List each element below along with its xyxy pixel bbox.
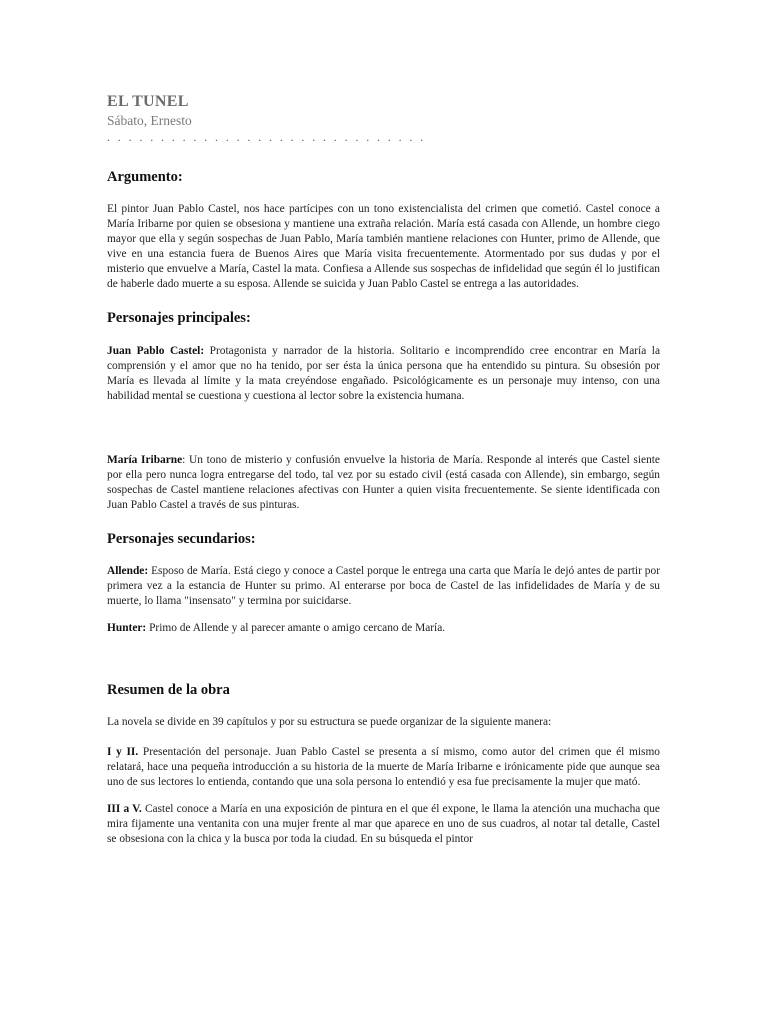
part-2-text: Castel conoce a María en una exposición de pintura en el que él expone, le llama la atención una muchacha que mira fijamente una ventanita con una mujer frente al mar que aparece en uno de sus cuadros, al notar tal detalle, Castel se obsesiona con la chica y la busca por toda la ciudad. En su búsqueda el pintor — [107, 803, 660, 845]
part-1-text: Presentación del personaje. Juan Pablo Castel se presenta a sí mismo, como autor del crimen que él mismo relatará, hace una pequeña introducción a su historia de la muerte de María Iribarne e irónicamente pide que aunque sea uno de sus lectores lo entienda, contando que una sola persona lo entendió y esa fue precisamente la mujer que mató. — [107, 746, 660, 788]
document-author: Sábato, Ernesto — [107, 113, 192, 128]
resumen-part-1-paragraph — [107, 745, 660, 790]
character-hunter-paragraph — [107, 621, 660, 636]
section-heading-resumen: Resumen de la obra — [107, 682, 230, 698]
part-label-2: III a V. — [107, 803, 142, 815]
resumen-intro-paragraph: La novela se divide en 39 capítulos y por su estructura se puede organizar de la siguiente manera: — [107, 716, 552, 728]
character-hunter-description: Primo de Allende y al parecer amante o amigo cercano de María. — [146, 622, 446, 634]
character-name-maria: María Iribarne — [107, 454, 183, 466]
section-heading-secundarios: Personajes secundarios: — [107, 531, 256, 547]
document-page — [107, 92, 660, 847]
character-allende-description: Esposo de María. Está ciego y conoce a Castel porque le entrega una carta que María le dejó antes de partir por primera vez a la estancia de Hunter su primo. Al enterarse por boca de Castel de las infidelidades de María y de su muerte, lo llama "insensato" y termina por suicidarse. — [107, 565, 660, 607]
character-maria-description: : Un tono de misterio y confusión envuelve la historia de María. Responde al interés que Castel siente por ella pero nunca logra entregarse del todo, tal vez por su estado civil (está casada con Allende), sin embargo, según sospechas de Castel mantiene relaciones afectivas con Hunter a quien visita frecuentemente. Se siente identificada con Juan Pablo Castel a través de sus pinturas. — [107, 454, 660, 511]
character-castel-paragraph — [107, 344, 660, 404]
character-castel-description: Protagonista y narrador de la historia. Solitario e incomprendido cree encontrar en María la comprensión y el amor que no ha tenido, por ser ésta la única persona que ha entendido su pintura. Su obsesión por María es llevada al límite y la mata creyéndose engañado. Psicológicamente es un personaje muy intenso, con una habilidad mental se cuestiona y cuestiona al lector sobre la existencia humana. — [107, 345, 661, 402]
character-name-hunter: Hunter: — [107, 622, 147, 634]
character-maria-paragraph — [107, 453, 660, 513]
argumento-paragraph: El pintor Juan Pablo Castel, nos hace partícipes con un tono existencialista del crimen que cometió. Castel conoce a María Iribarne por quien se obsesiona y mantiene una extraña relación. María está casada con Allende, un hombre ciego mayor que ella y según sospechas de Juan Pablo, María también mantiene relaciones con Hunter, primo de Allende, que vive en una estancia fuera de Buenos Aires que María visita frecuentemente. Atormentado por sus dudas y por el misterio que envuelve a María, Castel la mata. Confiesa a Allende sus sospechas de infidelidad que según él lo justifican de haberle dado muerte a su esposa. Allende se suicida y Juan Pablo Castel se entrega a las autoridades. — [107, 203, 660, 290]
character-name-castel: Juan Pablo Castel: — [107, 345, 205, 357]
section-heading-principales: Personajes principales: — [107, 310, 251, 326]
character-allende-paragraph — [107, 564, 660, 609]
section-heading-argumento: Argumento: — [107, 169, 183, 185]
document-title: EL TUNEL — [107, 93, 189, 110]
resumen-part-2-paragraph — [107, 802, 660, 847]
part-label-1: I y II. — [107, 746, 139, 758]
character-name-allende: Allende: — [107, 565, 149, 577]
dotted-separator: . . . . . . . . . . . . . . . . . . . . . . . . . . . . . . — [107, 130, 426, 144]
